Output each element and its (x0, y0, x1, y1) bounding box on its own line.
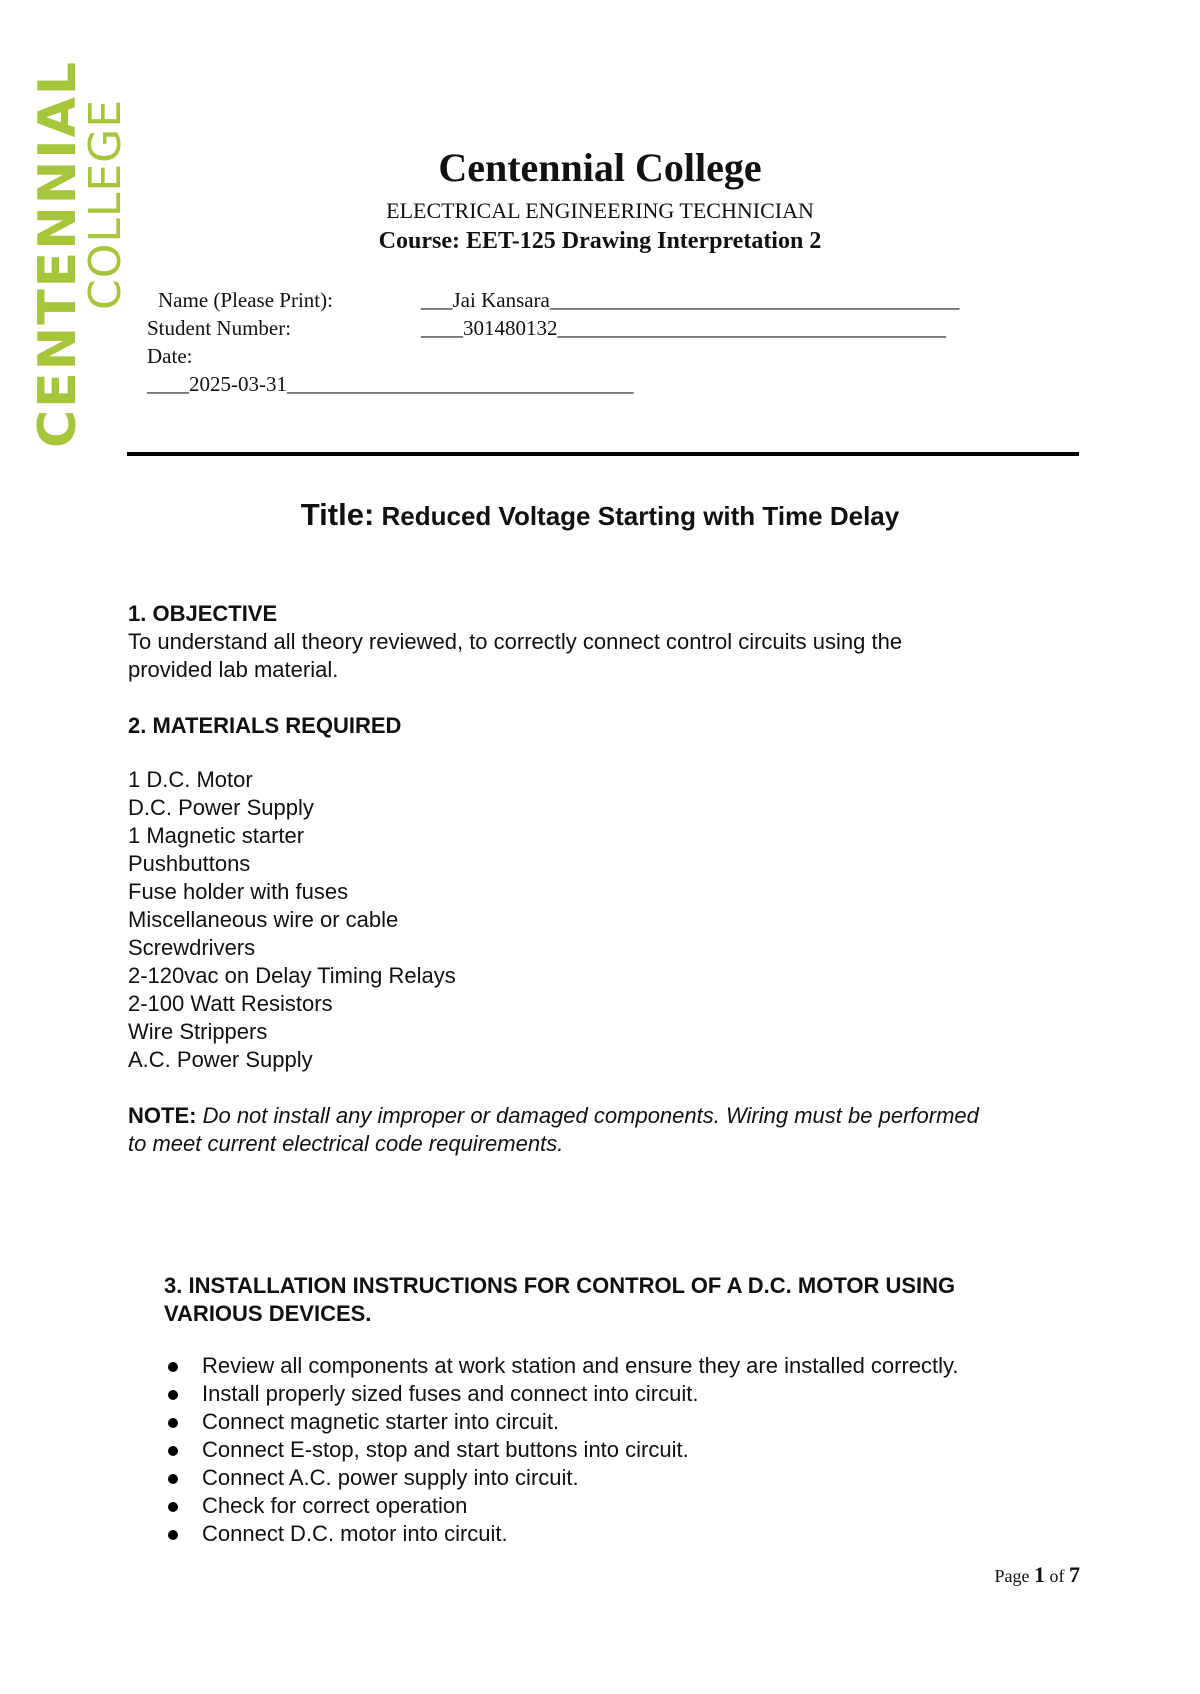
bullet-icon (168, 1530, 178, 1540)
note-label: NOTE: (128, 1103, 197, 1128)
logo-text-centennial: CENTENNIAL (28, 60, 88, 448)
materials-heading: 2. MATERIALS REQUIRED (128, 713, 402, 738)
list-item (166, 1464, 959, 1492)
name-value: ___Jai Kansara_______________________________________ (421, 288, 960, 312)
college-title: Centennial College (438, 145, 762, 190)
installation-heading-line-1: 3. INSTALLATION INSTRUCTIONS FOR CONTROL OF A D.C. MOTOR USING (164, 1273, 956, 1298)
list-item: D.C. Power Supply (128, 795, 314, 820)
list-item: Screwdrivers (128, 935, 256, 960)
objective-line-2: provided lab material. (128, 657, 339, 682)
step-text: Check for correct operation (202, 1493, 468, 1518)
college-logo (28, 60, 131, 448)
document-title (0, 497, 1200, 533)
list-item: Wire Strippers (128, 1019, 268, 1044)
list-item: 2-120vac on Delay Timing Relays (128, 963, 456, 988)
list-item (166, 1436, 959, 1464)
program-name: ELECTRICAL ENGINEERING TECHNICIAN (386, 198, 814, 223)
list-item: Fuse holder with fuses (128, 879, 349, 904)
note-line-1 (128, 1102, 979, 1130)
step-text: Review all components at work station and ensure they are installed correctly. (202, 1353, 959, 1378)
list-item (166, 1408, 959, 1436)
bullet-icon (168, 1446, 178, 1456)
page-number: 1 (1034, 1562, 1045, 1587)
objective-line-1: To understand all theory reviewed, to correctly connect control circuits using the (128, 629, 903, 654)
note-text-1: Do not install any improper or damaged components. Wiring must be performed (202, 1103, 979, 1128)
header-divider (127, 452, 1079, 456)
objective-heading: 1. OBJECTIVE (128, 601, 278, 626)
name-label: Name (Please Print): (158, 288, 333, 312)
bullet-icon (168, 1502, 178, 1512)
list-item: Miscellaneous wire or cable (128, 907, 399, 932)
step-text: Install properly sized fuses and connect into circuit. (202, 1381, 699, 1406)
list-item (166, 1520, 959, 1548)
list-item (166, 1352, 959, 1380)
list-item (166, 1380, 959, 1408)
student-number-label: Student Number: (147, 316, 292, 340)
installation-steps (166, 1352, 959, 1548)
bullet-icon (168, 1474, 178, 1484)
step-text: Connect A.C. power supply into circuit. (202, 1465, 579, 1490)
logo-text-college: COLLEGE (80, 98, 131, 310)
date-value: ____2025-03-31_________________________________ (147, 372, 634, 396)
bullet-icon (168, 1390, 178, 1400)
of-label: of (1049, 1566, 1065, 1586)
step-text: Connect D.C. motor into circuit. (202, 1521, 508, 1546)
list-item: Pushbuttons (128, 851, 251, 876)
list-item: 2-100 Watt Resistors (128, 991, 333, 1016)
bullet-icon (168, 1418, 178, 1428)
installation-heading-line-2: VARIOUS DEVICES. (164, 1301, 372, 1326)
course-title: Course: EET-125 Drawing Interpretation 2 (378, 228, 822, 254)
page-footer (995, 1562, 1081, 1588)
page-total: 7 (1069, 1562, 1080, 1587)
page-label: Page (994, 1566, 1030, 1586)
date-label: Date: (147, 344, 193, 368)
step-text: Connect E-stop, stop and start buttons into circuit. (202, 1437, 689, 1462)
bullet-icon (168, 1362, 178, 1372)
step-text: Connect magnetic starter into circuit. (202, 1409, 560, 1434)
list-item: 1 D.C. Motor (128, 767, 253, 792)
list-item: 1 Magnetic starter (128, 823, 305, 848)
note-text-2: to meet current electrical code requirements. (128, 1131, 564, 1156)
materials-list (128, 766, 456, 1074)
student-number-value: ____301480132_____________________________________ (421, 316, 946, 340)
list-item: A.C. Power Supply (128, 1047, 313, 1072)
title-label: Title: (300, 497, 375, 532)
title-text: Reduced Voltage Starting with Time Delay (381, 501, 900, 531)
list-item (166, 1492, 959, 1520)
